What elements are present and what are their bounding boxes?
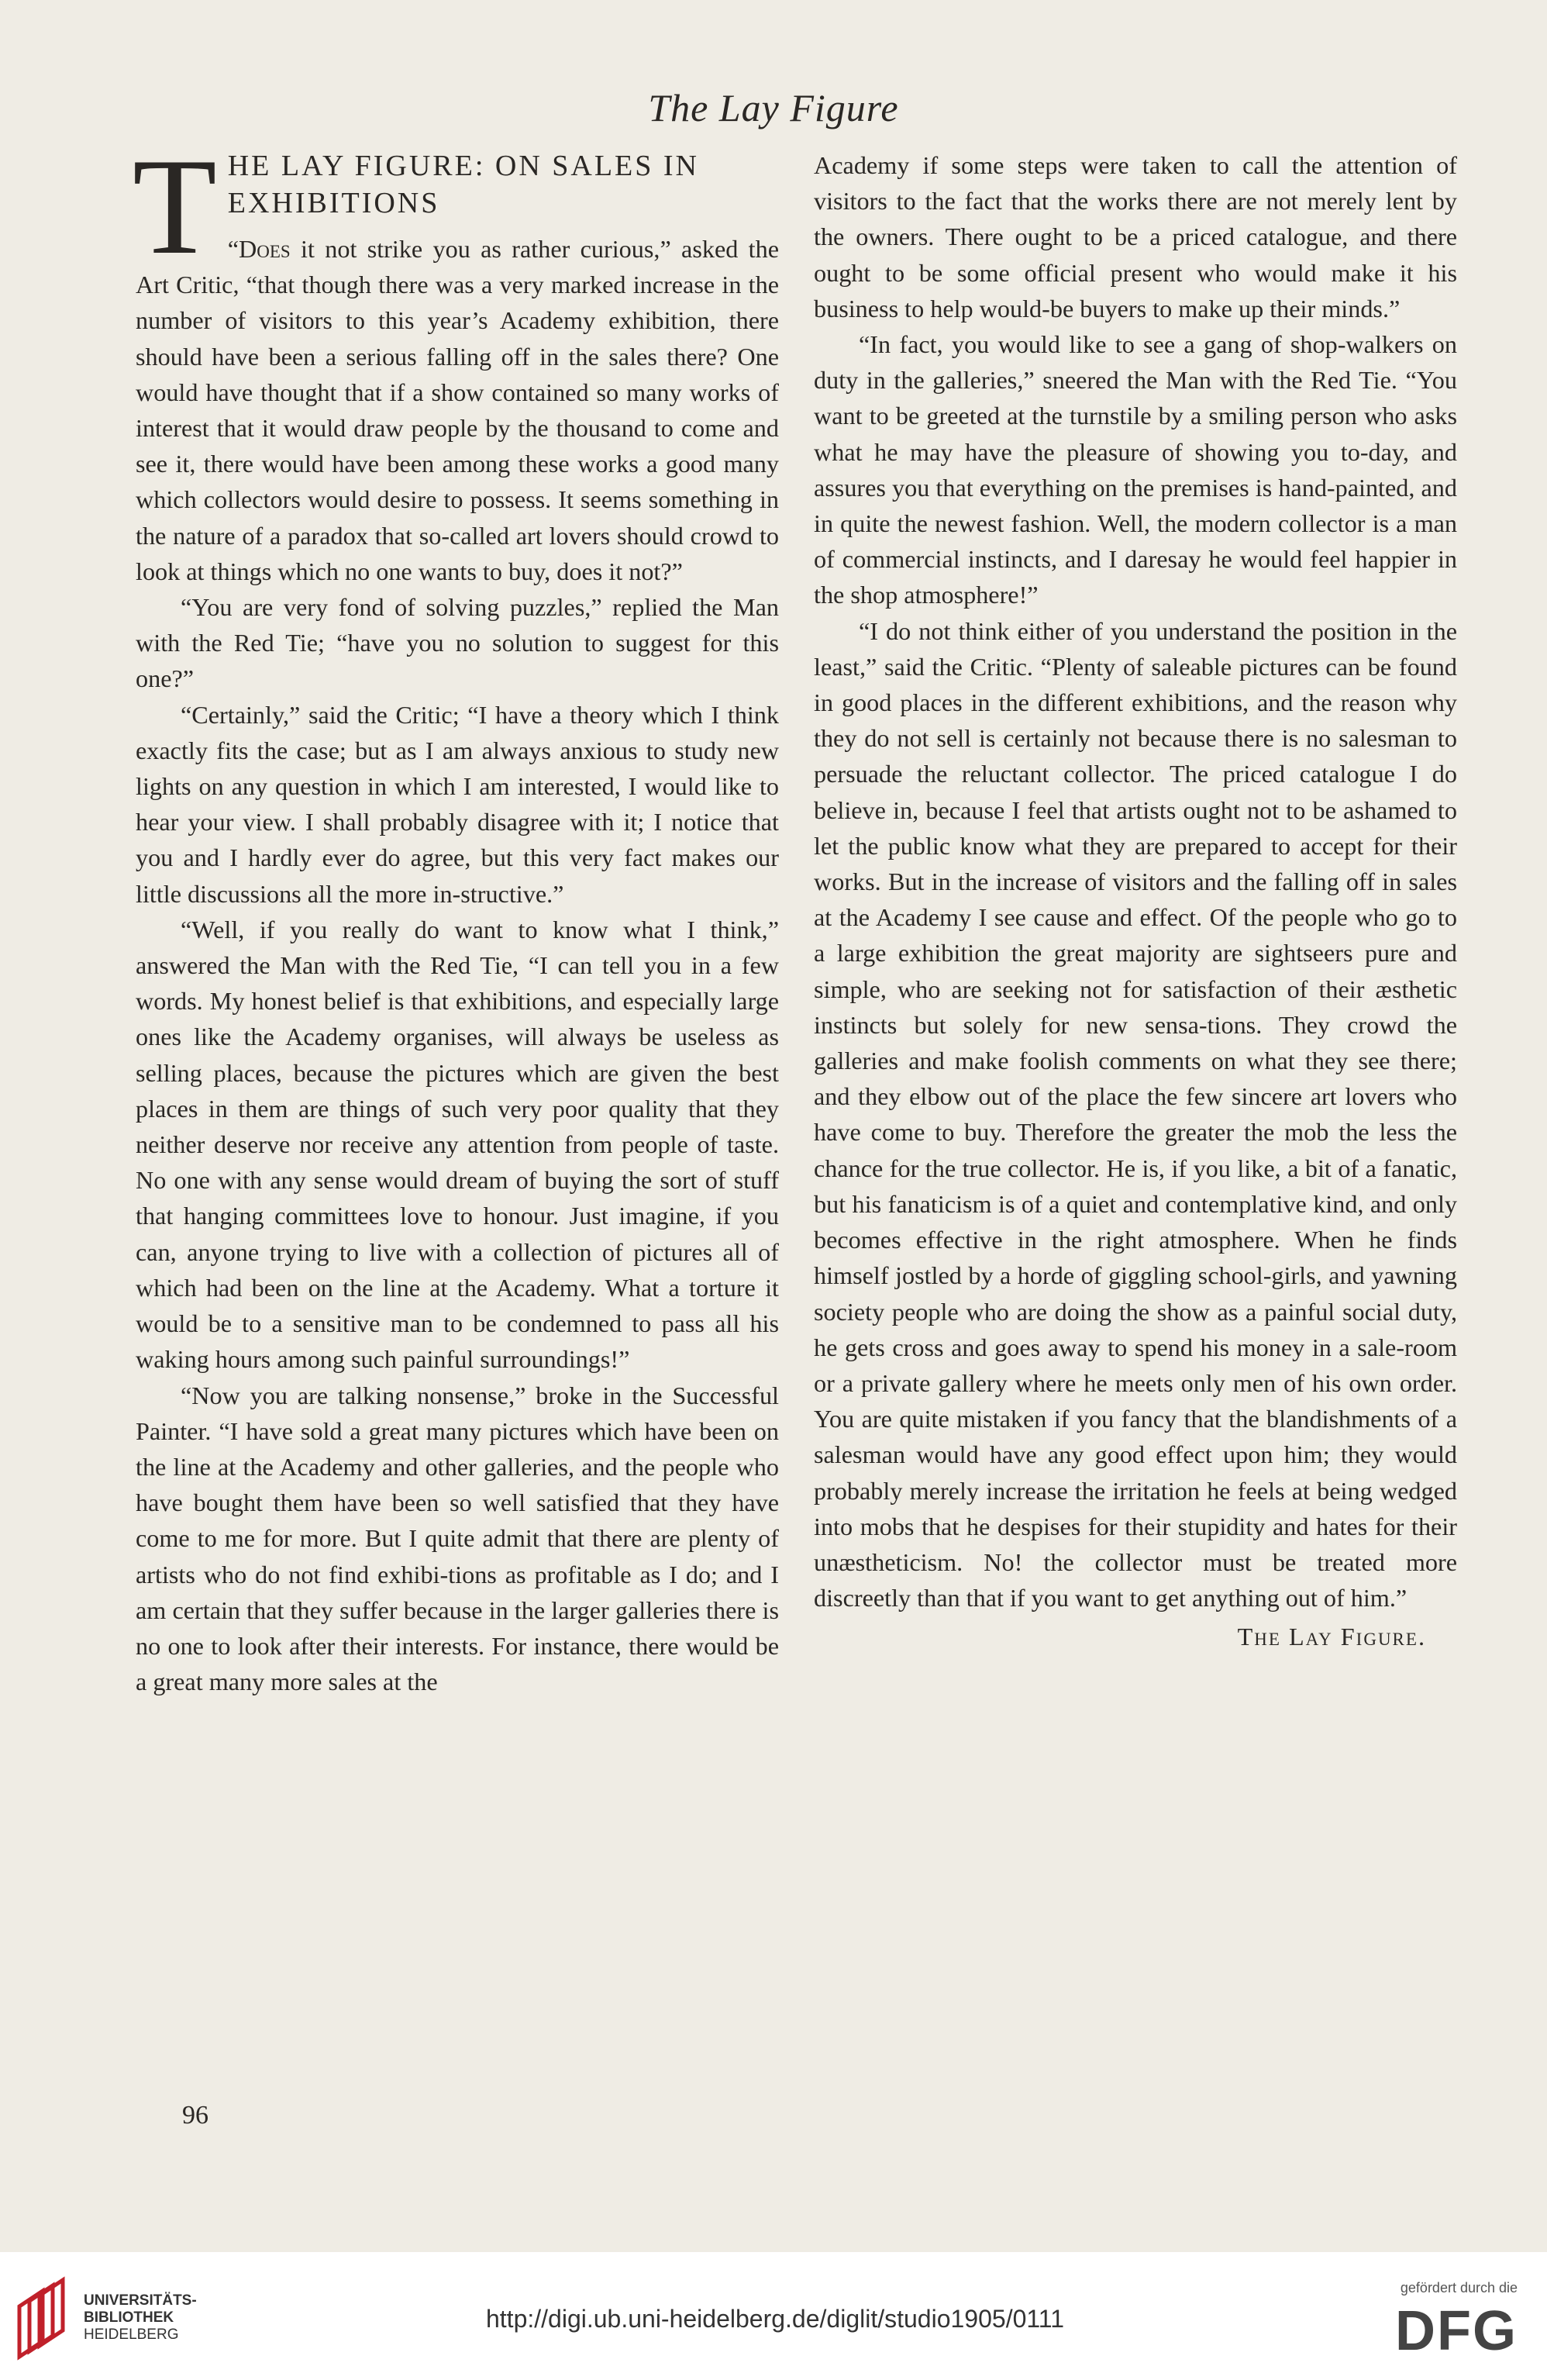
drop-cap: T	[133, 129, 217, 283]
article-title: HE LAY FIGURE: ON SALES IN EXHIBITIONS	[227, 150, 699, 219]
paragraph	[136, 231, 779, 589]
source-url-link[interactable]: http://digi.ub.uni-heidelberg.de/diglit/studio1905/0111	[485, 2305, 1065, 2333]
paragraph: “Well, if you really do want to know what I think,” answered the Man with the Red Tie, “I can tell you in a few words. My honest belief is that exhibitions, and especially large ones like the Academy organises, will always be useless as selling places, because the pictures which are given the best places in them are things of such very poor quality that they neither deserve nor receive any attention from people of taste. No one with any sense would dream of buying the sort of stuff that hanging committees love to honour. Just imagine, if you can, anyone trying to live with a collection of pictures all of which had been on the line at the Academy. What a torture it would be to a sensitive man to be condemned to pass all his waking hours among such painful surroundings!”	[136, 915, 779, 1374]
paragraph: “You are very fond of solving puzzles,” replied the Man with the Red Tie; “have you no solution to suggest for this one?”	[136, 593, 779, 693]
paragraph: Academy if some steps were taken to call the attention of visitors to the fact that the works there are not merely lent by the owners. There ought to be a priced catalogue, and there ought to be some official present who would make it his business to help would-be buyers to make up their minds.”	[814, 151, 1457, 323]
funding-label: gefördert durch die	[1400, 2280, 1518, 2295]
paragraph-lead: “Does	[227, 235, 291, 263]
page-number: 96	[182, 2101, 208, 2130]
dfg-logo: DFG	[1395, 2300, 1518, 2362]
digitization-footer	[0, 2252, 1547, 2380]
running-head: The Lay Figure	[648, 86, 899, 129]
paragraph-text: it not strike you as rather curious,” asked the Art Critic, “that though there was a very marked increase in the number of visitors to this year’s Academy exhibition, there should have been a serious falling off in the sales there? One would have thought that if a show contained so many works of interest that it would draw people by the thousand to come and see it, there would have been among these works a good many which collectors would desire to possess. It seems something in the nature of a paradox that so-called art lovers should crowd to look at things which no one wants to buy, does it not?”	[136, 235, 779, 585]
paragraph: “Certainly,” said the Critic; “I have a theory which I think exactly fits the case; but as I am always anxious to study new lights on any question in which I am interested, I would like to hear your view. I shall probably disagree with it; I notice that you and I hardly ever do agree, but this very fact makes our little discussions all the more in-structive.”	[136, 700, 779, 908]
library-name: UNIVERSITÄTS- BIBLIOTHEK HEIDELBERG	[84, 2292, 197, 2343]
paragraph: “Now you are talking nonsense,” broke in the Successful Painter. “I have sold a great many pictures which have been on the line at the Academy and other galleries, and the people who have bought them have been so well satisfied that they have come to me for more. But I quite admit that there are plenty of artists who do not find exhibi-tions as profitable as I do; and I am certain that they suffer because in the larger galleries there is no one to look after their interests. For instance, there would be a great many more sales at the	[136, 1381, 779, 1696]
signature: The Lay Figure.	[1237, 1623, 1426, 1651]
paragraph: “In fact, you would like to see a gang of shop-walkers on duty in the galleries,” sneered the Man with the Red Tie. “You want to be greeted at the turnstile by a smiling person who asks what he may have the pleasure of showing you to-day, and assures you that everything on the premises is hand-painted, and in quite the newest fashion. Well, the modern collector is a man of commercial instincts, and I daresay he would feel happier in the shop atmosphere!”	[814, 330, 1457, 609]
paragraph: “I do not think either of you understand the position in the least,” said the Critic. “Plenty of saleable pictures can be found in good places in the different exhibitions, and the reason why they do not sell is certainly not because there is no salesman to persuade the reluctant collector. The priced catalogue I do believe in, because I feel that artists ought not to be ashamed to let the public know what they are prepared to accept for their works. But in the increase of visitors and the falling off in sales at the Academy I see cause and effect. Of the people who go to a large exhibition the great majority are sightseers pure and simple, who are seeking not for satisfaction of their æsthetic instincts but solely for new sensa-tions. They crowd the galleries and make foolish comments on what they see there; and they elbow out of the place the few sincere art lovers who have come to buy. Therefore the greater the mob the less the chance for the true collector. He is, if you like, a bit of a fanatic, but his fanaticism is of a quiet and contemplative kind, and only becomes effective in the right atmosphere. When he finds himself jostled by a horde of giggling school-girls, and yawning society people who are doing the show as a painful social duty, he gets cross and goes away to spend his money in a sale-room or a private gallery where he meets only men of his own order. You are quite mistaken if you fancy that the blandishments of a salesman would have any good effect upon him; they would probably merely increase the irritation he feels at being wedged into mobs that he despises for their stupidity and hates for their unæstheticism. No! the collector must be treated more discreetly than that if you want to get anything out of him.”	[814, 616, 1457, 1613]
university-library-logo-icon	[16, 2275, 70, 2361]
left-column	[133, 129, 779, 1699]
right-column	[814, 147, 1457, 1655]
